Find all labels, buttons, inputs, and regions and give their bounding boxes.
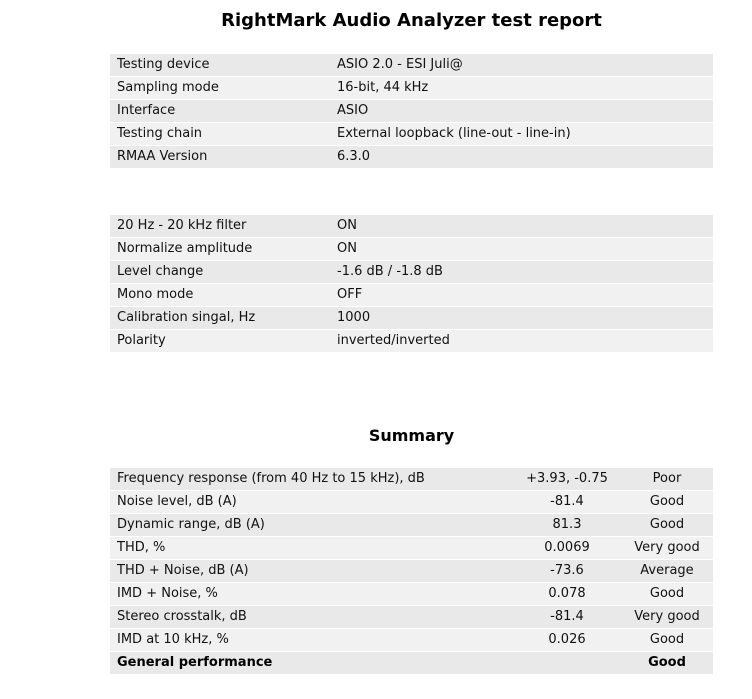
row-value: ASIO — [337, 103, 369, 118]
summary-table — [110, 468, 713, 675]
row-rating: Very good — [634, 609, 700, 624]
table-row — [110, 215, 713, 237]
row-value: 0.0069 — [544, 540, 590, 555]
row-value: External loopback (line-out - line-in) — [337, 126, 571, 141]
row-label: Level change — [117, 264, 204, 279]
table-row — [110, 330, 713, 352]
row-value: -81.4 — [550, 494, 584, 509]
row-label: Calibration singal, Hz — [117, 310, 256, 325]
table-row — [110, 652, 713, 674]
row-label: Dynamic range, dB (A) — [117, 517, 265, 532]
table-row — [110, 307, 713, 329]
table-row — [110, 284, 713, 306]
row-label: IMD + Noise, % — [117, 586, 218, 601]
row-rating: Good — [649, 632, 685, 647]
row-label: THD, % — [117, 540, 166, 555]
test-settings-table — [110, 215, 713, 353]
table-row — [110, 560, 713, 582]
table-row — [110, 123, 713, 145]
table-row — [110, 100, 713, 122]
table-row — [110, 491, 713, 513]
table-row — [110, 537, 713, 559]
table-row — [110, 77, 713, 99]
row-label: Normalize amplitude — [117, 241, 253, 256]
row-rating: Good — [649, 517, 685, 532]
device-info-table — [110, 54, 713, 169]
summary-heading: Summary — [368, 426, 455, 445]
row-rating: Good — [649, 494, 685, 509]
row-value: 81.3 — [552, 517, 582, 532]
row-value: -1.6 dB / -1.8 dB — [337, 264, 443, 279]
table-row — [110, 261, 713, 283]
row-label: Polarity — [117, 333, 166, 348]
row-value: +3.93, -0.75 — [526, 471, 608, 486]
row-label: RMAA Version — [117, 149, 208, 164]
row-label: 20 Hz - 20 kHz filter — [117, 218, 247, 233]
table-row — [110, 583, 713, 605]
row-value: 1000 — [337, 310, 371, 325]
row-value: inverted/inverted — [337, 333, 450, 348]
row-label: Stereo crosstalk, dB — [117, 609, 247, 624]
table-row — [110, 146, 713, 168]
table-row — [110, 514, 713, 536]
row-value: 0.026 — [548, 632, 586, 647]
row-label: Frequency response (from 40 Hz to 15 kHz), dB — [117, 471, 425, 486]
row-rating: Good — [649, 586, 685, 601]
row-value: -81.4 — [550, 609, 584, 624]
table-row — [110, 606, 713, 628]
row-label: THD + Noise, dB (A) — [117, 563, 249, 578]
row-label: IMD at 10 kHz, % — [117, 632, 229, 647]
row-label: General performance — [117, 655, 273, 670]
row-rating: Good — [648, 655, 686, 670]
report-title: RightMark Audio Analyzer test report — [221, 10, 602, 31]
row-value: ASIO 2.0 - ESI Juli@ — [337, 57, 463, 72]
row-label: Noise level, dB (A) — [117, 494, 237, 509]
row-label: Mono mode — [117, 287, 194, 302]
row-label: Testing device — [117, 57, 210, 72]
row-value: ON — [337, 241, 357, 256]
row-value: 6.3.0 — [337, 149, 371, 164]
table-row — [110, 238, 713, 260]
table-row — [110, 629, 713, 651]
row-value: 0.078 — [548, 586, 586, 601]
row-rating: Poor — [652, 471, 682, 486]
row-rating: Very good — [634, 540, 700, 555]
row-label: Sampling mode — [117, 80, 219, 95]
row-value: -73.6 — [550, 563, 584, 578]
row-value: OFF — [337, 287, 363, 302]
row-label: Interface — [117, 103, 176, 118]
row-value: 16-bit, 44 kHz — [337, 80, 429, 95]
table-row — [110, 468, 713, 490]
row-value: ON — [337, 218, 357, 233]
table-row — [110, 54, 713, 76]
row-label: Testing chain — [117, 126, 203, 141]
row-rating: Average — [640, 563, 694, 578]
